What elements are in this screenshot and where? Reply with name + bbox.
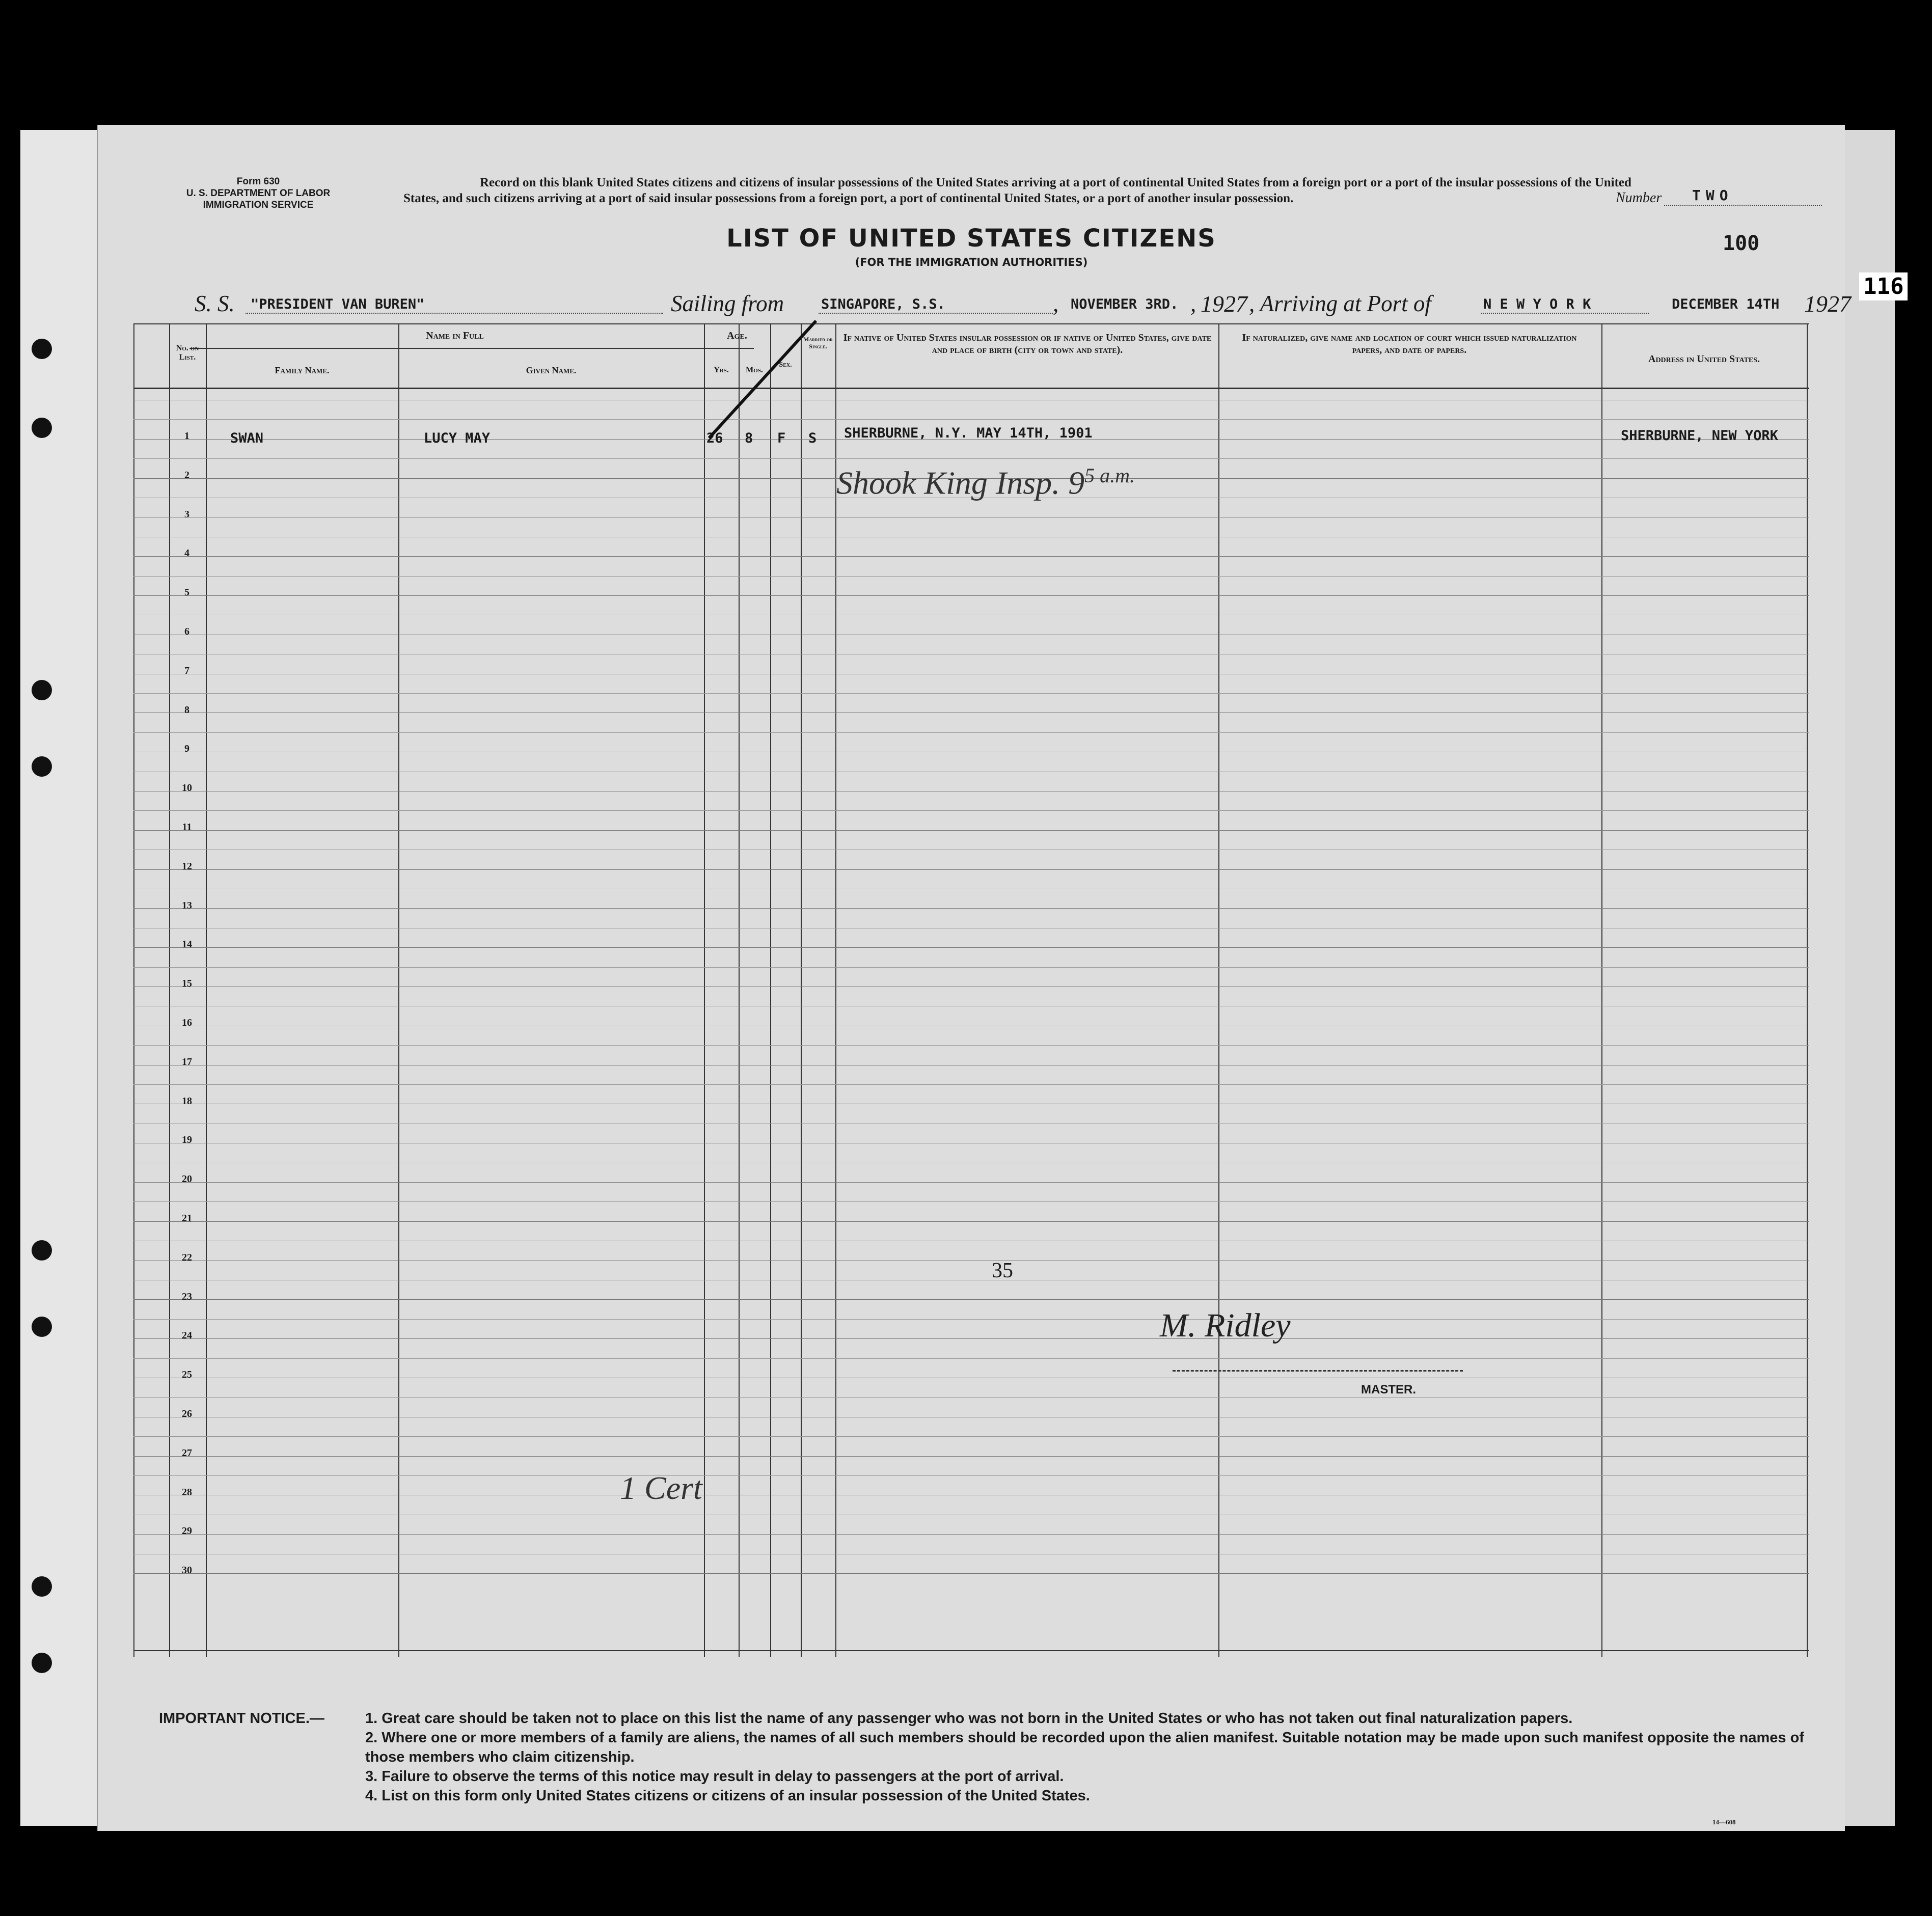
entry-age-months: 8: [745, 430, 753, 446]
entry-given-name: LUCY MAY: [424, 430, 491, 446]
row-number: 6: [184, 626, 189, 637]
table-bottom-border: [133, 1650, 1809, 1651]
header-bottom-border: [133, 388, 1809, 389]
row-number: 15: [182, 978, 192, 990]
row-number: 18: [182, 1095, 192, 1107]
notice-item-3: 3. Failure to observe the terms of this notice may result in delay to passengers at the port of arrival.: [365, 1768, 1064, 1785]
header-no-on-list: No. on List.: [176, 344, 199, 362]
entry-family-name: SWAN: [230, 430, 264, 446]
ruled-line: [133, 1358, 1809, 1359]
punch-hole: [32, 1576, 52, 1597]
row-number: 13: [182, 899, 192, 911]
punch-hole: [32, 339, 52, 359]
ruled-line: [133, 556, 1809, 557]
row-number: 24: [182, 1330, 192, 1342]
row-number: 12: [182, 860, 192, 872]
depart-year: 1927: [1201, 291, 1247, 317]
column-divider: [206, 323, 207, 1657]
notice-item-4: 4. List on this form only United States citizens or citizens of an insular possession of the United States.: [365, 1788, 1090, 1804]
row-number: 29: [182, 1525, 192, 1537]
page-number: 100: [1723, 232, 1760, 255]
signature-line: [1173, 1370, 1463, 1372]
inspector-note: [836, 463, 1135, 502]
page-title: LIST OF UNITED STATES CITIZENS: [726, 224, 1216, 253]
row-number: 26: [182, 1408, 192, 1419]
left-binding-strip: [20, 130, 97, 1826]
form-code: 14—608: [1712, 1818, 1736, 1826]
row-number: 8: [184, 704, 189, 716]
notice-item-1: 1. Great care should be taken not to place on this list the name of any passenger who was not born in the United States or who has not taken out final naturalization papers.: [365, 1710, 1573, 1727]
header-given-name: Given Name.: [526, 365, 577, 375]
header-family-name: Family Name.: [275, 365, 330, 375]
row-number: 23: [182, 1291, 192, 1302]
ruled-line: [133, 595, 1809, 596]
ship-name: "PRESIDENT VAN BUREN": [251, 296, 425, 312]
row-number: 10: [182, 782, 192, 794]
inspector-note-text: Shook King Insp. 9: [836, 464, 1085, 501]
column-divider: [133, 323, 134, 1657]
punch-hole: [32, 680, 52, 700]
ruled-line: [133, 693, 1809, 694]
passenger-table: [133, 323, 1809, 1657]
row-number: 21: [182, 1213, 192, 1224]
punch-hole: [32, 1317, 52, 1337]
row-number: 5: [184, 587, 189, 598]
header-native-birth: If native of United States insular possession or if native of United States, give date and place of birth (city or town and state).: [843, 332, 1212, 355]
row-number: 3: [184, 508, 189, 520]
ruled-line: [133, 1319, 1809, 1320]
column-divider: [1218, 323, 1219, 1657]
ruled-line: [133, 1299, 1809, 1300]
ruled-line: [133, 576, 1809, 577]
column-divider: [835, 323, 836, 1657]
column-divider: [1601, 323, 1602, 1657]
ruled-line: [133, 1201, 1809, 1202]
ruled-line: [133, 1573, 1809, 1574]
header-naturalized: If naturalized, give name and location of court which issued naturalization papers, and date of papers.: [1242, 332, 1577, 355]
ruled-line: [133, 1084, 1809, 1085]
check-mark: [699, 313, 831, 446]
column-divider: [770, 323, 771, 1657]
ruled-line: [133, 1221, 1809, 1222]
ruled-line: [133, 732, 1809, 733]
ruled-line: [133, 967, 1809, 968]
arrival-port-underline: [1481, 313, 1649, 314]
column-divider: [398, 323, 399, 1657]
row-number: 19: [182, 1134, 192, 1146]
right-binding-strip: [1844, 130, 1895, 1826]
header-mos: Mos.: [746, 366, 763, 374]
row-number: 7: [184, 665, 189, 676]
entry-address: SHERBURNE, NEW YORK: [1621, 428, 1778, 444]
entry-age-years: 26: [706, 430, 723, 446]
number-value: TWO: [1692, 187, 1733, 204]
header-name-in-full: Name in Full: [426, 330, 484, 341]
column-divider: [169, 323, 170, 1657]
inspector-note-time: 5 a.m.: [1084, 464, 1135, 487]
row-number: 22: [182, 1251, 192, 1263]
ruled-line: [133, 458, 1809, 459]
arrival-year: 1927: [1804, 291, 1851, 317]
manifest-page: [97, 125, 1851, 1831]
ruled-line: [133, 1534, 1809, 1535]
notice-item-2: 2. Where one or more members of a family are aliens, the names of all such members should be recorded upon the alien manifest. Suitable notation may be made upon such manifest opposite the names of those members who claim citizenship.: [365, 1730, 1804, 1765]
table-top-border: [133, 323, 1809, 324]
form-number: Form 630: [236, 176, 280, 187]
entry-marital: S: [808, 430, 817, 446]
voyage-line: [195, 290, 1851, 317]
ruled-line: [133, 1397, 1809, 1398]
row-number: 20: [182, 1173, 192, 1185]
row-number: 11: [182, 822, 192, 833]
header-address: Address in United States.: [1648, 353, 1760, 365]
row-number: 17: [182, 1056, 192, 1068]
ss-label: S. S.: [195, 291, 235, 316]
form-heading: [182, 176, 335, 211]
ruled-line: [133, 1045, 1809, 1046]
ruled-line: [133, 1182, 1809, 1183]
ruled-line: [133, 869, 1809, 870]
depart-date: NOVEMBER 3RD.: [1071, 296, 1179, 312]
row-number: 2: [184, 469, 189, 481]
column-divider: [739, 323, 740, 1657]
row-number: 27: [182, 1447, 192, 1459]
row-number: 14: [182, 939, 192, 950]
number-label: Number: [1616, 190, 1662, 206]
arrival-date: DECEMBER 14TH: [1672, 296, 1780, 312]
row-number: 4: [184, 548, 189, 559]
column-divider: [1807, 323, 1808, 1657]
side-page-number: 116: [1859, 272, 1908, 300]
header-yrs: Yrs.: [714, 366, 729, 374]
header-age: Age.: [727, 330, 747, 341]
ship-underline: [246, 313, 663, 314]
punch-hole: [32, 418, 52, 438]
notice-label: IMPORTANT NOTICE.—: [159, 1710, 324, 1727]
column-divider: [704, 323, 705, 1657]
ruled-line: [133, 419, 1809, 420]
column-divider: [801, 323, 802, 1657]
row-number: 25: [182, 1369, 192, 1381]
ruled-line: [133, 908, 1809, 909]
ruled-line: [133, 1338, 1809, 1339]
from-port-underline: [819, 313, 1053, 314]
ruled-line: [133, 1475, 1809, 1476]
entry-birth: SHERBURNE, N.Y. MAY 14TH, 1901: [844, 425, 1093, 441]
master-label: MASTER.: [1361, 1383, 1416, 1397]
arriving-label: , Arriving at Port of: [1249, 291, 1431, 316]
punch-hole: [32, 1653, 52, 1673]
misc-number: 35: [992, 1259, 1013, 1282]
arrival-port: N E W Y O R K: [1483, 296, 1591, 312]
row-number: 9: [184, 743, 189, 755]
ruled-line: [133, 1436, 1809, 1437]
row-number: 28: [182, 1486, 192, 1498]
header-married-single: Married or Single.: [803, 336, 833, 350]
from-port: SINGAPORE, S.S.: [821, 296, 945, 312]
name-age-subheader-line: [189, 348, 754, 349]
comma-separator: ,: [1190, 291, 1196, 316]
comma-separator: ,: [1053, 291, 1059, 316]
entry-sex: F: [777, 430, 786, 446]
certificate-note: 1 Cert: [620, 1470, 702, 1506]
service-name: IMMIGRATION SERVICE: [203, 200, 314, 210]
row-number: 1: [184, 430, 189, 442]
master-signature: M. Ridley: [1160, 1307, 1291, 1344]
punch-hole: [32, 1240, 52, 1261]
header-sex: Sex.: [779, 361, 792, 369]
ruled-line: [133, 947, 1809, 948]
sailing-label: Sailing from: [671, 291, 784, 316]
page-subtitle: (FOR THE IMMIGRATION AUTHORITIES): [855, 256, 1088, 268]
record-instructions: Record on this blank United States citizens and citizens of insular possessions of the United States arriving at a port of continental United States from a foreign port or a port of the insular possessions of the United States, and such citizens arriving at a port of said insular possessions from a foreign port, a port of continental United States, or a port of another insular possession.: [403, 176, 1631, 205]
punch-hole: [32, 756, 52, 777]
row-number: 30: [182, 1565, 192, 1576]
ruled-line: [133, 810, 1809, 811]
row-number: 16: [182, 1017, 192, 1028]
ruled-line: [133, 1456, 1809, 1457]
ruled-line: [133, 830, 1809, 831]
number-underline: [1664, 205, 1822, 206]
department-name: U. S. DEPARTMENT OF LABOR: [186, 188, 331, 199]
